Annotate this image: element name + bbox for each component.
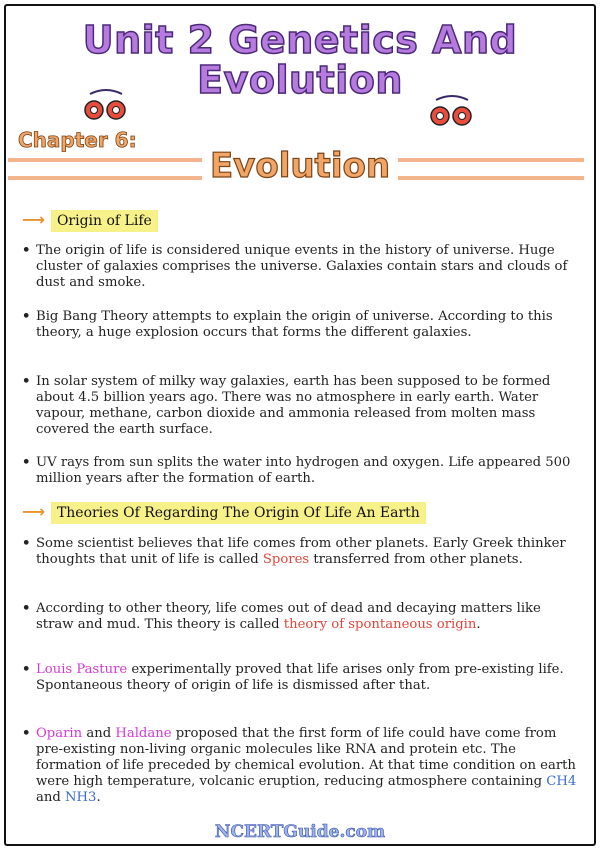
arrow-right-icon: ⟶ <box>22 210 45 229</box>
list-item <box>22 601 577 633</box>
highlighted-term: theory of spontaneous origin <box>283 617 477 632</box>
bullet-dot-icon: • <box>22 536 31 551</box>
bullet-dot-icon: • <box>22 243 31 258</box>
bullet-dot-icon: • <box>22 662 31 677</box>
bullet-text: UV rays from sun splits the water into hydrogen and oxygen. Life appeared 500 million years after the formation of earth. <box>36 455 571 486</box>
arrow-right-icon: ⟶ <box>22 502 45 521</box>
chapter-label: Chapter 6: <box>18 128 137 152</box>
list-item <box>22 726 577 806</box>
bullet-dot-icon: • <box>22 309 31 324</box>
bullet-dot-icon: • <box>22 601 31 616</box>
bullet-dot-icon: • <box>22 374 31 389</box>
section-heading-theories: ⟶ Theories Of Regarding The Origin Of Life An Earth <box>22 502 426 521</box>
bullet-text: According to other theory, life comes out of dead and decaying matters like straw and mud. This theory is called <box>36 601 541 632</box>
bullet-text: and <box>82 726 116 741</box>
list-item <box>22 309 577 341</box>
bullet-text: proposed that the first form of life could have come from pre-existing non-living organic molecules like RNA and protein etc. The formation of life preceded by chemical evolution. At that time condition on earth were high temperature, volcanic eruption, reducing atmosphere containing <box>36 726 576 789</box>
list-item <box>22 455 577 487</box>
chromosome-doodle-right-icon <box>428 94 476 128</box>
highlighted-term: Spores <box>262 552 310 567</box>
chromosome-doodle-left-icon <box>82 88 130 122</box>
bullet-text: transferred from other planets. <box>309 552 523 567</box>
section-heading-origin-of-life: ⟶ Origin of Life <box>22 210 158 229</box>
list-item <box>22 536 577 568</box>
bullet-text: Big Bang Theory attempts to explain the origin of universe. According to this theory, a huge explosion occurs that forms the different galaxies. <box>36 309 553 340</box>
list-item <box>22 243 577 291</box>
footer-watermark: NCERTGuide.com <box>214 822 386 842</box>
highlighted-term: NH3 <box>65 790 97 805</box>
highlighted-term: Louis Pasture <box>36 662 128 677</box>
bullet-text: and <box>36 790 65 805</box>
highlighted-term: Oparin <box>36 726 83 741</box>
bullet-text: The origin of life is considered unique events in the history of universe. Huge cluster of galaxies comprises the universe. Galaxies contain stars and clouds of dust and smoke. <box>36 243 568 290</box>
bullet-dot-icon: • <box>22 455 31 470</box>
list-item <box>22 662 577 694</box>
bullet-text: experimentally proved that life arises only from pre-existing life. Spontaneous theory of origin of life is dismissed after that. <box>36 662 564 693</box>
highlighted-term: CH4 <box>546 774 577 789</box>
bullet-text: . <box>476 617 481 632</box>
bullet-text: In solar system of milky way galaxies, earth has been supposed to be formed about 4.5 billion years ago. There was no atmosphere in early earth. Water vapour, methane, carbon dioxide and ammonia released from molten mass covered the earth surface. <box>36 374 551 437</box>
title-line-1: Unit 2 Genetics And <box>82 18 518 62</box>
bullet-text: . <box>96 790 101 805</box>
bullet-text: Some scientist believes that life comes from other planets. Early Greek thinker thoughts that unit of life is called <box>36 536 566 567</box>
bullet-dot-icon: • <box>22 726 31 741</box>
highlighted-term: Haldane <box>115 726 172 741</box>
list-item <box>22 374 577 438</box>
title-line-2: Evolution <box>197 58 403 102</box>
section-title: Evolution <box>0 146 600 186</box>
